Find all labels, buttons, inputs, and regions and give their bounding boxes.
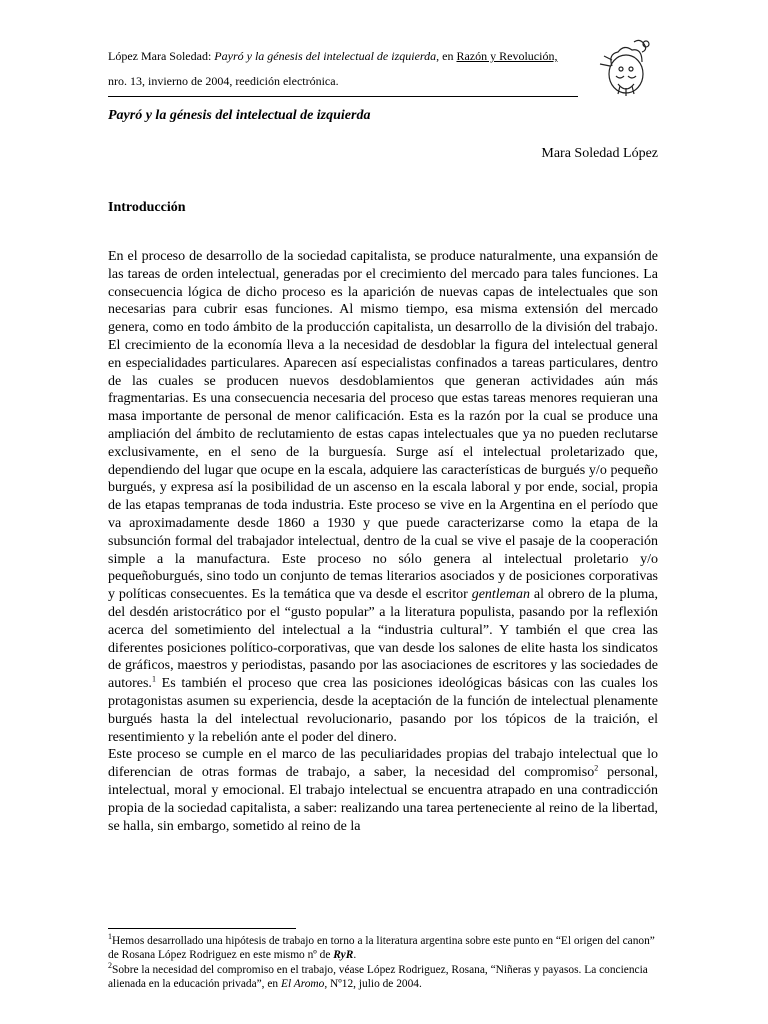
footnote xyxy=(108,934,660,962)
paragraph-text: Este proceso se cumple en el marco de las peculiaridades propias del trabajo intelectual que lo diferencian de otras formas de trabajo, a saber, la necesidad del compromiso xyxy=(108,747,658,781)
paragraph-text: al obrero de la pluma, del desdén aristocrático por el “gusto popular” a la literatura populista, pasando por la reflexión acerca del sometimiento del intelectual a la “industria cultural”. Y también el que crea las diferentes posiciones político-corporativas, que van desde los salones de elite hasta los sindicatos de gráficos, maestros y periodistas, pasando por las asociaciones de escritores y las sociedades de autores. xyxy=(108,587,659,692)
paragraph-text: En el proceso de desarrollo de la sociedad capitalista, se produce naturalmente, una expansión de las tareas de orden intelectual, generadas por el crecimiento del mercado para tales funciones. La consecuencia lógica de dicho proceso es la aparición de nuevas capas de intelectuales que son necesarias para cubrir esas funciones. Al mismo tiempo, esa misma extensión del mercado genera, como en todo ámbito de la producción capitalista, un desarrollo de la división del trabajo. El crecimiento de la economía lleva a la necesidad de desdoblar la figura del intelectual general en especialidades particulares. Aparecen así especialistas confinados a tareas particulares, dentro de las cuales se producen nuevos desdoblamientos que generan actividades aún más fragmentarias. Es una consecuencia necesaria del proceso que estas tareas menores requieran una masa importante de personal de menor calificación. Esta es la razón por la cual se produce una ampliación del ámbito de reclutamiento de estas capas intelectuales que ya no pueden reclutarse exclusivamente, en el seno de la burguesía. Surge así el intelectual proletarizado que, dependiendo del lugar que ocupe en la escala, adquiere las características de burgués y/o pequeño burgués, y expresa así la posibilidad de un ascenso en la escala laboral y por ende, social, propia de las etapas tempranas de toda industria. Este proceso se vive en la Argentina en el período que va aproximadamente desde 1860 a 1930 y que puede caracterizarse como la etapa de la subsunción formal del trabajador intelectual, dentro de la cual se vive el pasaje de la cooperación simple a la manufactura. Este proceso no sólo genera al intelectual proletario y/o pequeñoburgués, sino todo un conjunto de temas literarios asociados y de posiciones corporativas y políticas consecuentes. Es la temática que va desde el escritor xyxy=(108,249,658,603)
body-text xyxy=(108,248,658,835)
footnote xyxy=(108,963,660,991)
footnote-text: , Nº12, julio de 2004. xyxy=(324,978,422,990)
footnotes xyxy=(108,934,660,992)
paragraph-text: Es también el proceso que crea las posiciones ideológicas básicas con las cuales los protagonistas asumen su experiencia, desde la aceptación de la función de intelectual plenamente burgués hasta la del intelectual revolucionario, pasando por los tópicos de la traición, el resentimiento y la rebelión ante el poder del dinero. xyxy=(108,676,658,745)
footnote-emphasis: El Aromo xyxy=(280,978,325,990)
ryr-logo-icon xyxy=(594,36,658,100)
paragraph xyxy=(108,248,658,746)
footnote-ref[interactable]: 1 xyxy=(151,674,156,684)
paragraph xyxy=(108,746,658,835)
section-heading: Introducción xyxy=(108,200,186,215)
footnote-text: Sobre la necesidad del compromiso en el trabajo, véase López Rodriguez, Rosana, “Niñeras y payasos. La conciencia alienada en la educación privada”, en xyxy=(108,964,648,990)
paragraph-emphasis: gentleman xyxy=(471,587,531,603)
footnote-ref[interactable]: 2 xyxy=(594,763,599,773)
footnote-text: . xyxy=(353,949,357,961)
footnote-divider xyxy=(108,928,296,929)
footnote-number: 2 xyxy=(108,961,112,971)
document-author: Mara Soledad López xyxy=(541,146,658,161)
header-details: nro. 13, invierno de 2004, reedición electrónica. xyxy=(108,74,339,88)
document-title: Payró y la génesis del intelectual de izquierda xyxy=(108,108,371,123)
header-sep: , en xyxy=(436,49,457,63)
footnote-emphasis: RyR xyxy=(333,949,354,961)
header-article-title: Payró y la génesis del intelectual de izquierda xyxy=(214,49,437,63)
header-author: López Mara Soledad: xyxy=(108,49,215,63)
footnote-text: Hemos desarrollado una hipótesis de trabajo en torno a la literatura argentina sobre este punto en “El origen del canon” de Rosana López Rodriguez en este mismo nº de xyxy=(108,935,655,961)
page-header xyxy=(108,44,578,97)
header-journal-link[interactable]: Razón y Revolución, xyxy=(456,49,558,63)
footnote-number: 1 xyxy=(108,932,112,942)
paragraph-text: personal, intelectual, moral y emocional. El trabajo intelectual se encuentra atrapado en una contradicción propia de la sociedad capitalista, a saber: realizando una tarea perteneciente al reino de la libertad, se halla, sin embargo, sometido al reino de la xyxy=(108,765,658,834)
